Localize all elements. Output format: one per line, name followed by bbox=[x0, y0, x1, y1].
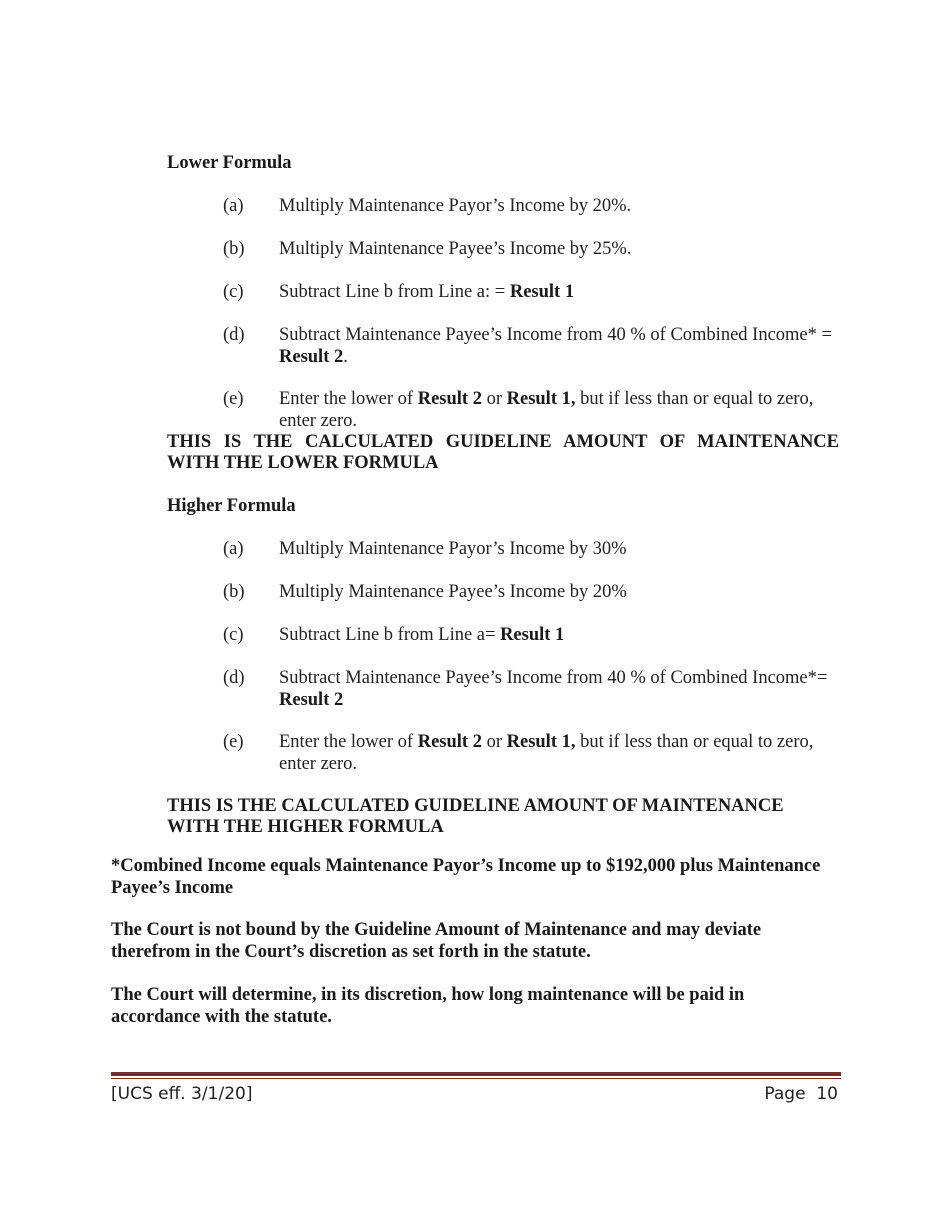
item-text-plain: Subtract Maintenance Payee’s Income from 40 % of Combined Income*= bbox=[279, 668, 828, 688]
item-text-plain: but if less than or equal to zero, enter zero. bbox=[279, 732, 814, 774]
result-label: Result 1, bbox=[506, 732, 576, 752]
result-label: Result 1, bbox=[506, 389, 576, 409]
item-letter: (c) bbox=[223, 625, 244, 645]
item-letter: (e) bbox=[223, 732, 244, 752]
item-text: Multiply Maintenance Payor’s Income by 20%. bbox=[279, 196, 632, 216]
item-text-plain: Subtract Maintenance Payee’s Income from 40 % of Combined Income* = bbox=[279, 325, 832, 345]
item-text: Multiply Maintenance Payee’s Income by 20% bbox=[279, 582, 627, 602]
item-letter: (c) bbox=[223, 282, 244, 302]
footer-page-indicator bbox=[764, 1083, 838, 1105]
item-text bbox=[279, 324, 844, 368]
item-text bbox=[279, 667, 844, 711]
item-text-plain: but if less than or equal to zero, enter zero. bbox=[279, 389, 814, 431]
footer-effective-date: [UCS eff. 3/1/20] bbox=[111, 1084, 253, 1104]
lower-conclusion-line1: THIS IS THE CALCULATED GUIDELINE AMOUNT OF MAINTENANCE bbox=[167, 432, 839, 452]
result-label: Result 1 bbox=[509, 282, 575, 302]
lower-conclusion-line2: WITH THE LOWER FORMULA bbox=[167, 453, 439, 473]
footer-rule-thin bbox=[111, 1078, 841, 1079]
lower-formula-heading: Lower Formula bbox=[167, 153, 292, 173]
result-label: Result 1 bbox=[500, 625, 565, 645]
item-letter: (d) bbox=[223, 325, 245, 345]
item-text-plain: or bbox=[481, 389, 507, 409]
item-text-plain: . bbox=[343, 347, 348, 367]
higher-conclusion-line2: WITH THE HIGHER FORMULA bbox=[167, 817, 444, 837]
court-not-bound-note: The Court is not bound by the Guideline Amount of Maintenance and may deviate therefrom in the Court’s discretion as set forth in the statute. bbox=[111, 920, 762, 962]
item-letter: (a) bbox=[223, 196, 244, 216]
item-text bbox=[279, 281, 844, 303]
footer-rule-thick bbox=[111, 1072, 841, 1076]
item-text bbox=[279, 624, 844, 646]
combined-income-note: *Combined Income equals Maintenance Payor’s Income up to $192,000 plus Maintenance Payee’s Income bbox=[111, 856, 821, 898]
result-label: Result 2 bbox=[417, 389, 482, 409]
result-label: Result 2 bbox=[417, 732, 482, 752]
higher-formula-heading: Higher Formula bbox=[167, 496, 296, 516]
duration-note: The Court will determine, in its discretion, how long maintenance will be paid in accordance with the statute. bbox=[111, 985, 745, 1027]
item-text: Multiply Maintenance Payee’s Income by 25%. bbox=[279, 239, 632, 259]
page-label: Page bbox=[764, 1084, 806, 1104]
item-letter: (a) bbox=[223, 539, 244, 559]
item-text-plain: Subtract Line b from Line a= bbox=[279, 625, 501, 645]
item-letter: (d) bbox=[223, 668, 245, 688]
result-label: Result 2 bbox=[279, 347, 344, 367]
item-letter: (b) bbox=[223, 239, 245, 259]
higher-conclusion-line1: THIS IS THE CALCULATED GUIDELINE AMOUNT OF MAINTENANCE bbox=[167, 796, 784, 816]
item-text bbox=[279, 388, 844, 432]
item-text: Multiply Maintenance Payor’s Income by 30% bbox=[279, 539, 627, 559]
page-number: 10 bbox=[816, 1084, 838, 1104]
item-letter: (b) bbox=[223, 582, 245, 602]
result-label: Result 2 bbox=[279, 690, 344, 710]
item-text-plain: Enter the lower of bbox=[279, 732, 418, 752]
item-text-plain: or bbox=[481, 732, 507, 752]
item-text-plain: Enter the lower of bbox=[279, 389, 418, 409]
item-letter: (e) bbox=[223, 389, 244, 409]
item-text bbox=[279, 731, 844, 775]
item-text-plain: Subtract Line b from Line a: = bbox=[279, 282, 510, 302]
